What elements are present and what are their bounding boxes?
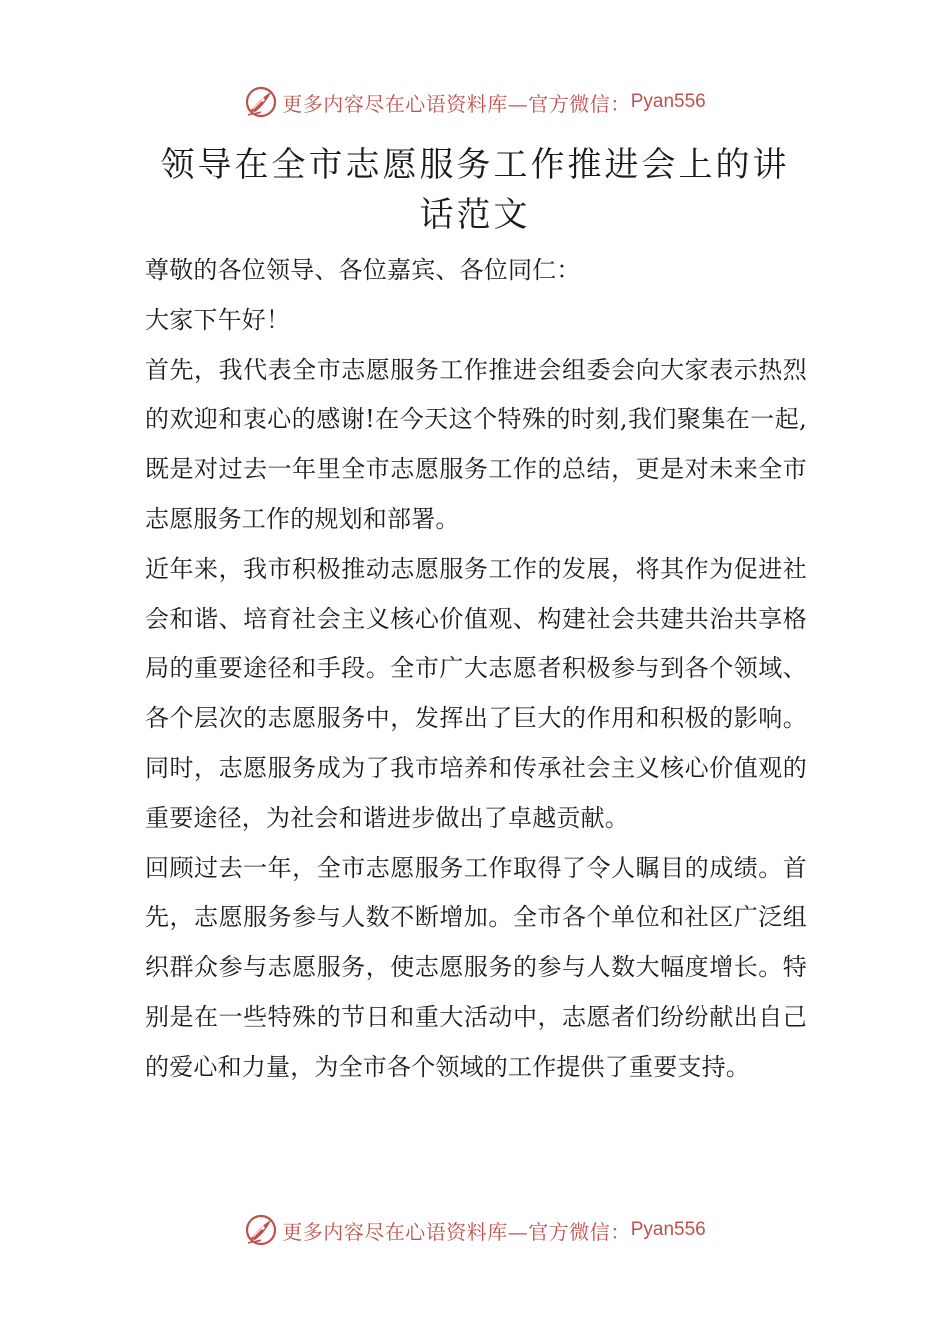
banner-text: 更多内容尽在心语资料库—官方微信： <box>282 91 631 116</box>
document-body <box>145 246 807 1093</box>
paragraph: 大家下午好！ <box>145 305 291 334</box>
paragraph: 回顾过去一年，全市志愿服务工作取得了令人瞩目的成绩。首先，志愿服务参与人数不断增加。全市各个单位和社区广泛组织群众参与志愿服务，使志愿服务的参与人数大幅度增长。特别是在一些特殊的节日和重大活动中，志愿者们纷纷献出自己的爱心和力量，为全市各个领域的工作提供了重要支持。 <box>145 853 807 1081</box>
paragraph: 近年来，我市积极推动志愿服务工作的发展，将其作为促进社会和谐、培育社会主义核心价值观、构建社会共建共治共享格局的重要途径和手段。全市广大志愿者积极参与到各个领域、各个层次的志愿服务中，发挥出了巨大的作用和积极的影响。同时，志愿服务成为了我市培养和传承社会主义核心价值观的重要途径，为社会和谐进步做出了卓越贡献。 <box>145 554 807 832</box>
banner-wechat-id: Pyan556 <box>630 1219 706 1240</box>
pen-nib-logo-icon <box>244 1213 278 1247</box>
pen-nib-logo-icon <box>244 85 278 119</box>
header-banner <box>0 82 950 122</box>
document-title: 领导在全市志愿服务工作推进会上的讲话范文 <box>160 145 790 235</box>
footer-banner <box>0 1210 950 1250</box>
paragraph: 尊敬的各位领导、各位嘉宾、各位同仁： <box>145 256 581 284</box>
banner-wechat-id: Pyan556 <box>630 91 706 112</box>
banner-text: 更多内容尽在心语资料库—官方微信： <box>282 1219 631 1244</box>
paragraph: 首先，我代表全市志愿服务工作推进会组委会向大家表示热烈的欢迎和衷心的感谢!在今天这个特殊的时刻,我们聚集在一起,既是对过去一年里全市志愿服务工作的总结，更是对未来全市志愿服务工作的规划和部署。 <box>145 355 807 533</box>
